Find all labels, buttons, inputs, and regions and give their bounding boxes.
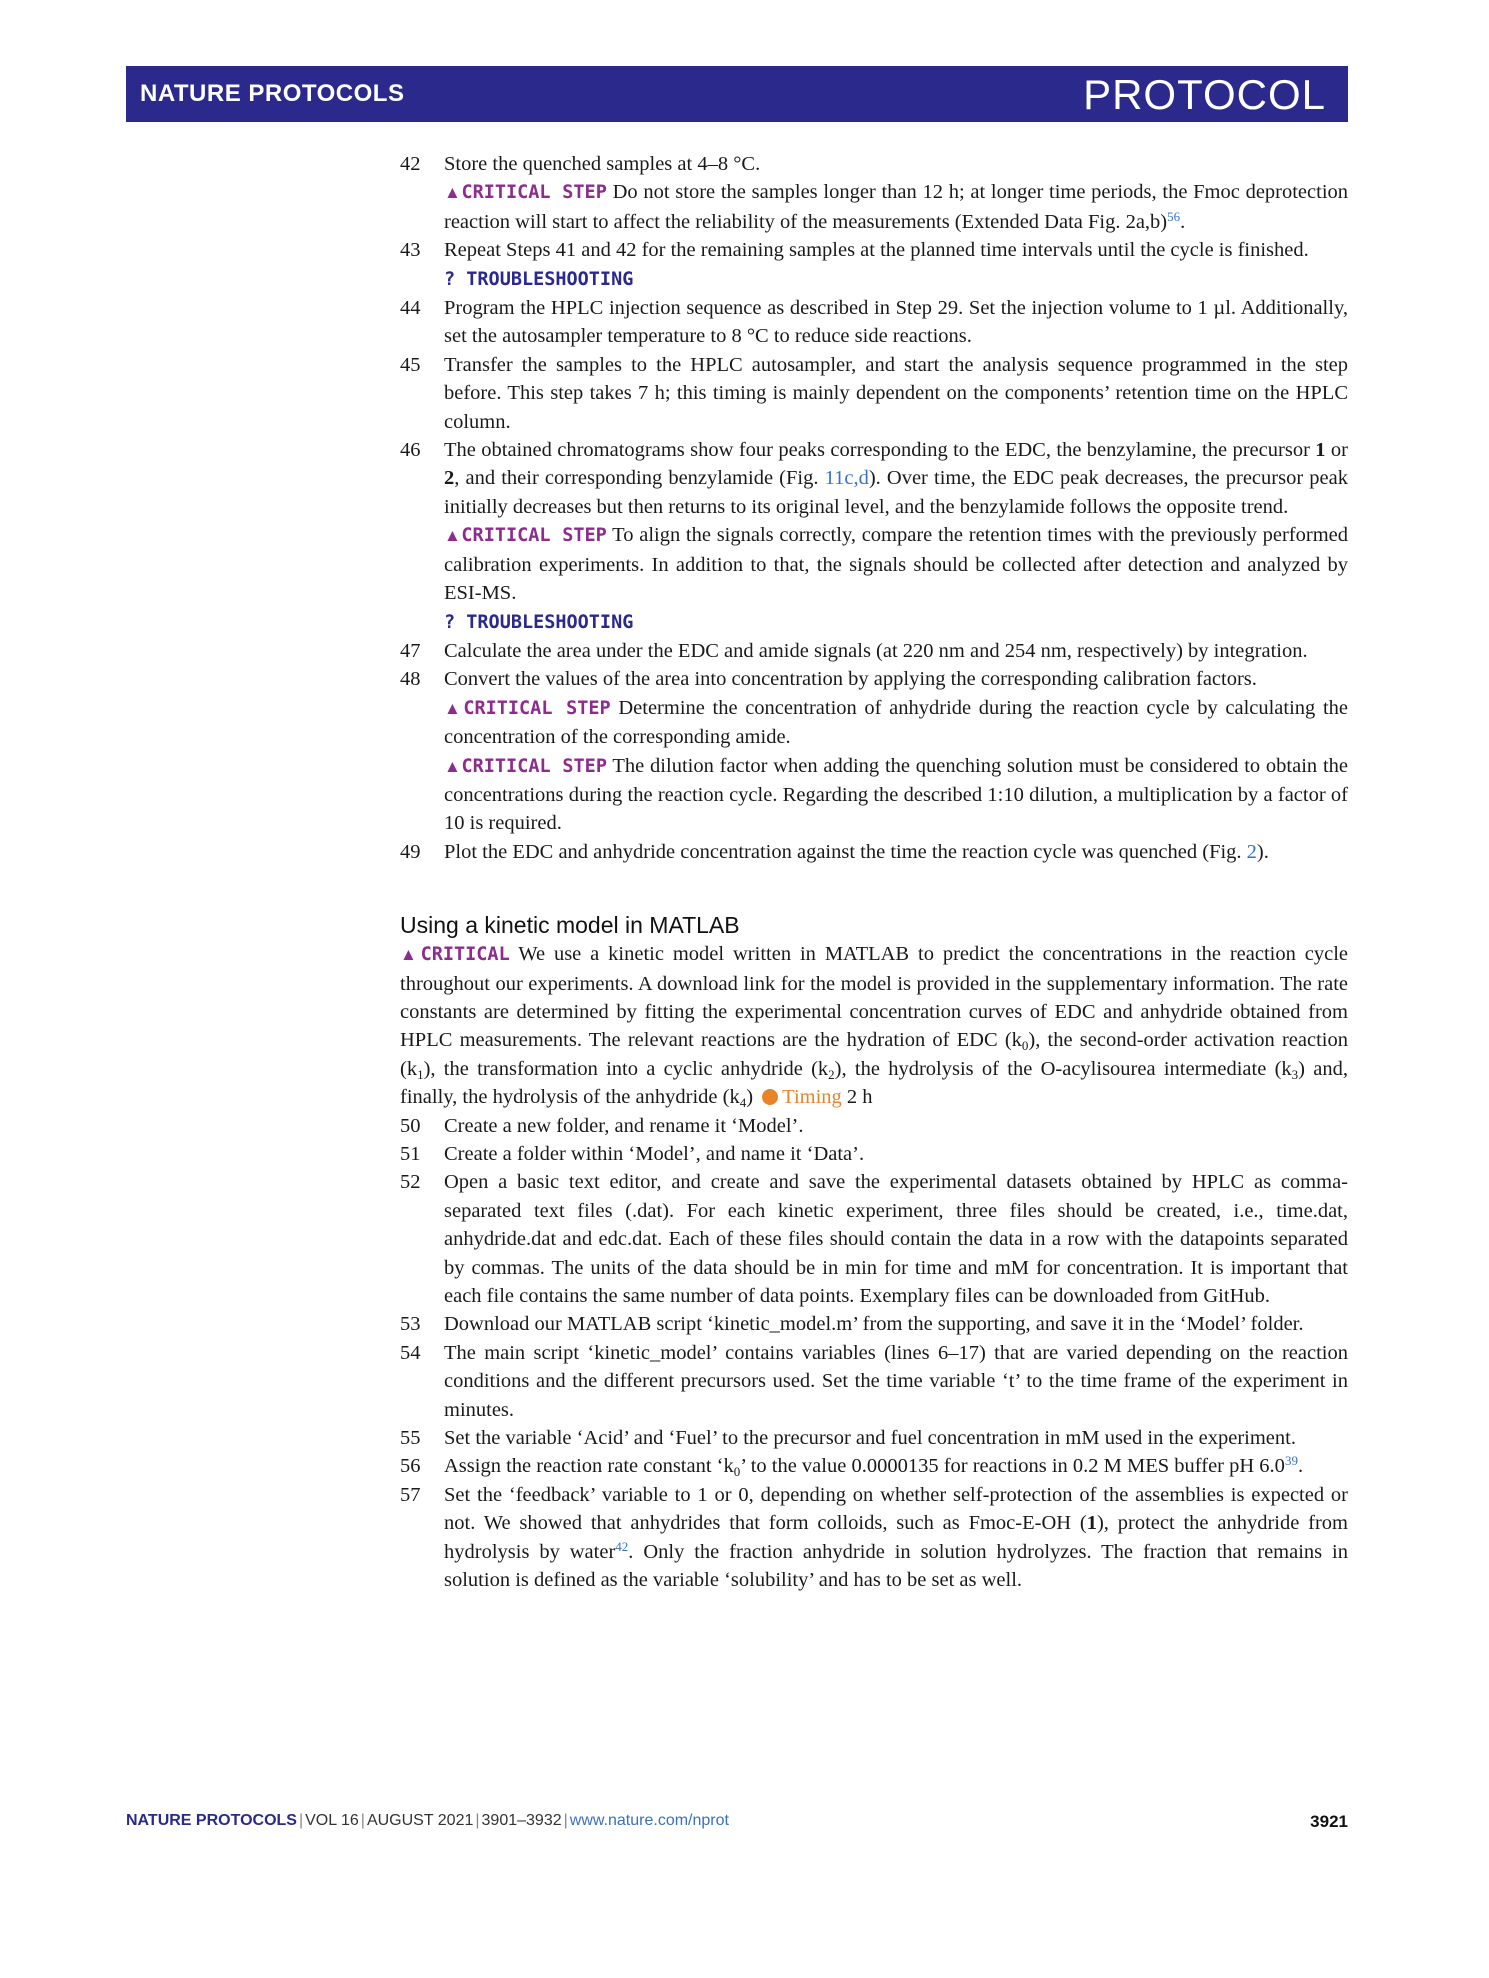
step-number: 49 [400, 840, 421, 863]
step-text [444, 1484, 1348, 1591]
critical-step-note [444, 694, 1348, 752]
step-number: 46 [400, 439, 421, 462]
compound-number: 2 [444, 467, 455, 490]
step-43 [400, 236, 1348, 294]
step-text: Program the HPLC injection sequence as described in Step 29. Set the injection volume to 1 µl. Additionally, set the autosampler temperature to 8 °C to reduce side reactions. [444, 297, 1348, 348]
step-46 [400, 436, 1348, 637]
footer-separator: | [475, 1812, 480, 1829]
text-run: ). Over time, the EDC peak decreases, the precursor peak initially decreases but then returns to its original level, and the benzylamide follows the opposite trend. [444, 467, 1348, 518]
step-text: Repeat Steps 41 and 42 for the remaining samples at the planned time intervals until the cycle is finished. [444, 239, 1309, 262]
timing-dot-icon [762, 1089, 778, 1105]
text-run: Assign the reaction rate constant ‘k [444, 1455, 734, 1478]
footer-separator: | [360, 1812, 365, 1829]
step-text: Set the variable ‘Acid’ and ‘Fuel’ to the precursor and fuel concentration in mM used in the experiment. [444, 1427, 1296, 1450]
journal-name: NATURE PROTOCOLS [140, 80, 405, 107]
step-number: 47 [400, 639, 421, 662]
compound-number: 1 [1086, 1512, 1097, 1535]
note-punct: . [1180, 210, 1186, 233]
step-48 [400, 665, 1348, 837]
timing-label: Timing [782, 1086, 842, 1109]
step-number: 48 [400, 668, 421, 691]
figure-link[interactable]: 11c,d [824, 467, 869, 490]
step-number: 54 [400, 1341, 421, 1364]
text-run: , and their corresponding benzylamide (Fig. [454, 467, 825, 490]
step-56 [400, 1452, 1348, 1480]
footer-journal: NATURE PROTOCOLS [126, 1812, 297, 1829]
section-heading: Using a kinetic model in MATLAB [400, 912, 740, 939]
step-52 [400, 1168, 1348, 1310]
step-text: Create a new folder, and rename it ‘Model’. [444, 1114, 804, 1137]
text-run: ), protect the anhydride from hydrolysis by water [444, 1512, 1348, 1563]
subscript: 1 [417, 1066, 424, 1082]
critical-label: CRITICAL [420, 944, 510, 966]
footer-separator: | [298, 1812, 304, 1829]
step-number: 57 [400, 1483, 421, 1506]
step-number: 56 [400, 1455, 421, 1478]
critical-triangle-icon: ▲ [444, 698, 464, 718]
critical-step-label: CRITICAL STEP [463, 697, 611, 719]
subscript: 0 [1021, 1038, 1029, 1054]
timing-value: 2 h [846, 1086, 873, 1109]
step-number: 42 [400, 153, 421, 175]
troubleshooting-note [444, 265, 1348, 294]
critical-triangle-icon: ▲ [444, 756, 462, 776]
step-number: 44 [400, 297, 421, 320]
step-51 [400, 1140, 1348, 1168]
step-number: 55 [400, 1427, 421, 1450]
step-47 [400, 637, 1348, 665]
critical-triangle-icon: ▲ [444, 183, 462, 203]
text-run: ’ to the value 0.0000135 for reactions in 0.2 M MES buffer pH 6.0 [740, 1455, 1285, 1478]
troubleshooting-label[interactable]: ? TROUBLESHOOTING [444, 611, 634, 633]
text-run: The obtained chromatograms show four peaks corresponding to the EDC, the benzylamine, the precursor [444, 439, 1316, 462]
critical-step-note [444, 521, 1348, 607]
text-run: ) [746, 1086, 754, 1109]
text-run: We use a kinetic model written in MATLAB to predict the concentrations in the reaction cycle throughout our experiments. A download link for the model is provided in the supplementary information. The rate constants are determined by fitting the experimental concentration curves of EDC and anhydride obtained from HPLC measurements. The relevant reactions are the hydration of EDC (k [400, 943, 1348, 1052]
text-run: . Only the fraction anhydride in solution hydrolyzes. The fraction that remains in solution is defined as the variable ‘solubility’ and has to be set as well. [444, 1540, 1348, 1592]
step-text: The main script ‘kinetic_model’ contains variables (lines 6–17) that are varied depending on the reaction conditions and the different precursors used. Set the time variable ‘t’ to the time frame of the experiment in minutes. [444, 1341, 1348, 1421]
step-42 [400, 150, 1348, 236]
compound-number: 1 [1315, 439, 1326, 462]
text-run: ), the hydrolysis of the O-acylisourea intermediate (k [834, 1057, 1292, 1080]
step-text: Create a folder within ‘Model’, and name it ‘Data’. [444, 1143, 865, 1165]
page-number: 3921 [1310, 1812, 1348, 1831]
subscript: 2 [828, 1066, 835, 1082]
text-run: or [1325, 439, 1348, 462]
note-text: To align the signals correctly, compare the retention times with the previously performed calibration experiments. In addition to that, the signals should be collected after detection and analyzed by ESI-MS. [444, 524, 1348, 605]
text-run: Plot the EDC and anhydride concentration against the time the reaction cycle was quenched (Fig. [444, 840, 1247, 863]
step-50 [400, 1112, 1348, 1140]
text-run: ), the transformation into a cyclic anhydride (k [423, 1057, 829, 1080]
step-44 [400, 294, 1348, 351]
footer-pages: 3901–3932 [481, 1812, 562, 1829]
critical-step-note [444, 178, 1348, 236]
step-54 [400, 1339, 1348, 1424]
subscript: 3 [1291, 1066, 1299, 1082]
reference-link[interactable]: 42 [615, 1538, 629, 1554]
critical-triangle-icon: ▲ [444, 526, 462, 546]
text-run: ). [1256, 840, 1269, 863]
step-text [444, 439, 1348, 518]
subscript: 4 [739, 1095, 747, 1111]
figure-link[interactable]: 2 [1246, 840, 1257, 863]
step-text [444, 1453, 1304, 1480]
step-text: Download our MATLAB script ‘kinetic_model.m’ from the supporting, and save it in the ‘Model’ folder. [444, 1313, 1304, 1336]
critical-step-label: CRITICAL STEP [461, 525, 607, 547]
footer-volume: VOL 16 [305, 1812, 359, 1829]
step-45 [400, 351, 1348, 436]
journal-header-bar [126, 66, 1348, 122]
text-run: ), the second-order activation reaction (k [400, 1029, 1348, 1080]
step-text: Transfer the samples to the HPLC autosampler, and start the analysis sequence programmed in the step before. This step takes 7 h; this timing is mainly dependent on the components’ retention time on the HPLC column. [444, 353, 1348, 433]
step-number: 43 [400, 239, 421, 262]
article-type: PROTOCOL [1083, 71, 1326, 118]
step-57 [400, 1481, 1348, 1595]
troubleshooting-label[interactable]: ? TROUBLESHOOTING [444, 268, 634, 290]
reference-link[interactable]: 39 [1284, 1453, 1298, 1469]
note-text: Determine the concentration of anhydride during the reaction cycle by calculating the concentration of the corresponding amide. [444, 696, 1348, 749]
note-text: Do not store the samples longer than 12 h; at longer time periods, the Fmoc deprotection reaction will start to affect the reliability of the measurements (Extended Data Fig. 2a,b) [444, 181, 1349, 233]
reference-link[interactable]: 56 [1167, 208, 1181, 224]
text-run: Set the ‘feedback’ variable to 1 or 0, depending on whether self-protection of the assemblies is expected or not. We showed that anhydrides that form colloids, such as Fmoc-E-OH ( [444, 1483, 1348, 1535]
step-number: 50 [400, 1114, 421, 1137]
step-text [444, 841, 1269, 863]
page-footer [126, 1812, 1348, 1834]
step-number: 45 [400, 353, 421, 376]
text-run: . [1297, 1455, 1304, 1478]
step-text: Store the quenched samples at 4–8 °C. [444, 153, 761, 175]
note-text: The dilution factor when adding the quenching solution must be considered to obtain the concentrations during the reaction cycle. Regarding the described 1:10 dilution, a multiplication by a factor of 10 is required. [444, 754, 1349, 835]
step-text: Open a basic text editor, and create and save the experimental datasets obtained by HPLC as comma-separated text files (.dat). For each kinetic experiment, three files should be created, i.e., time.dat, anhydride.dat and edc.dat. Each of these files should contain the data in a row with the datapoints separated by commas. The units of the data should be in min for time and mM for concentration. It is important that each file contains the same number of data points. Exemplary files can be downloaded from GitHub. [444, 1171, 1348, 1308]
page-content [400, 150, 1348, 1595]
step-49 [400, 838, 1348, 866]
step-number: 52 [400, 1171, 421, 1194]
critical-step-label: CRITICAL STEP [461, 182, 607, 204]
text-run: ) and, finally, the hydrolysis of the anhydride (k [400, 1057, 1348, 1109]
footer-url-link[interactable]: www.nature.com/nprot [569, 1812, 729, 1829]
footer-date: AUGUST 2021 [366, 1812, 474, 1829]
step-53 [400, 1310, 1348, 1338]
critical-step-label: CRITICAL STEP [461, 755, 607, 777]
step-text: Calculate the area under the EDC and amide signals (at 220 nm and 254 nm, respectively) by integration. [444, 639, 1308, 662]
section-intro [400, 940, 1348, 1111]
step-55 [400, 1424, 1348, 1452]
troubleshooting-note [444, 608, 1348, 637]
step-number: 53 [400, 1313, 421, 1336]
critical-step-note [444, 752, 1348, 838]
footer-separator: | [563, 1812, 568, 1829]
step-number: 51 [400, 1143, 421, 1165]
step-text: Convert the values of the area into concentration by applying the corresponding calibration factors. [444, 668, 1257, 691]
subscript: 0 [733, 1464, 741, 1480]
critical-triangle-icon: ▲ [400, 945, 421, 965]
